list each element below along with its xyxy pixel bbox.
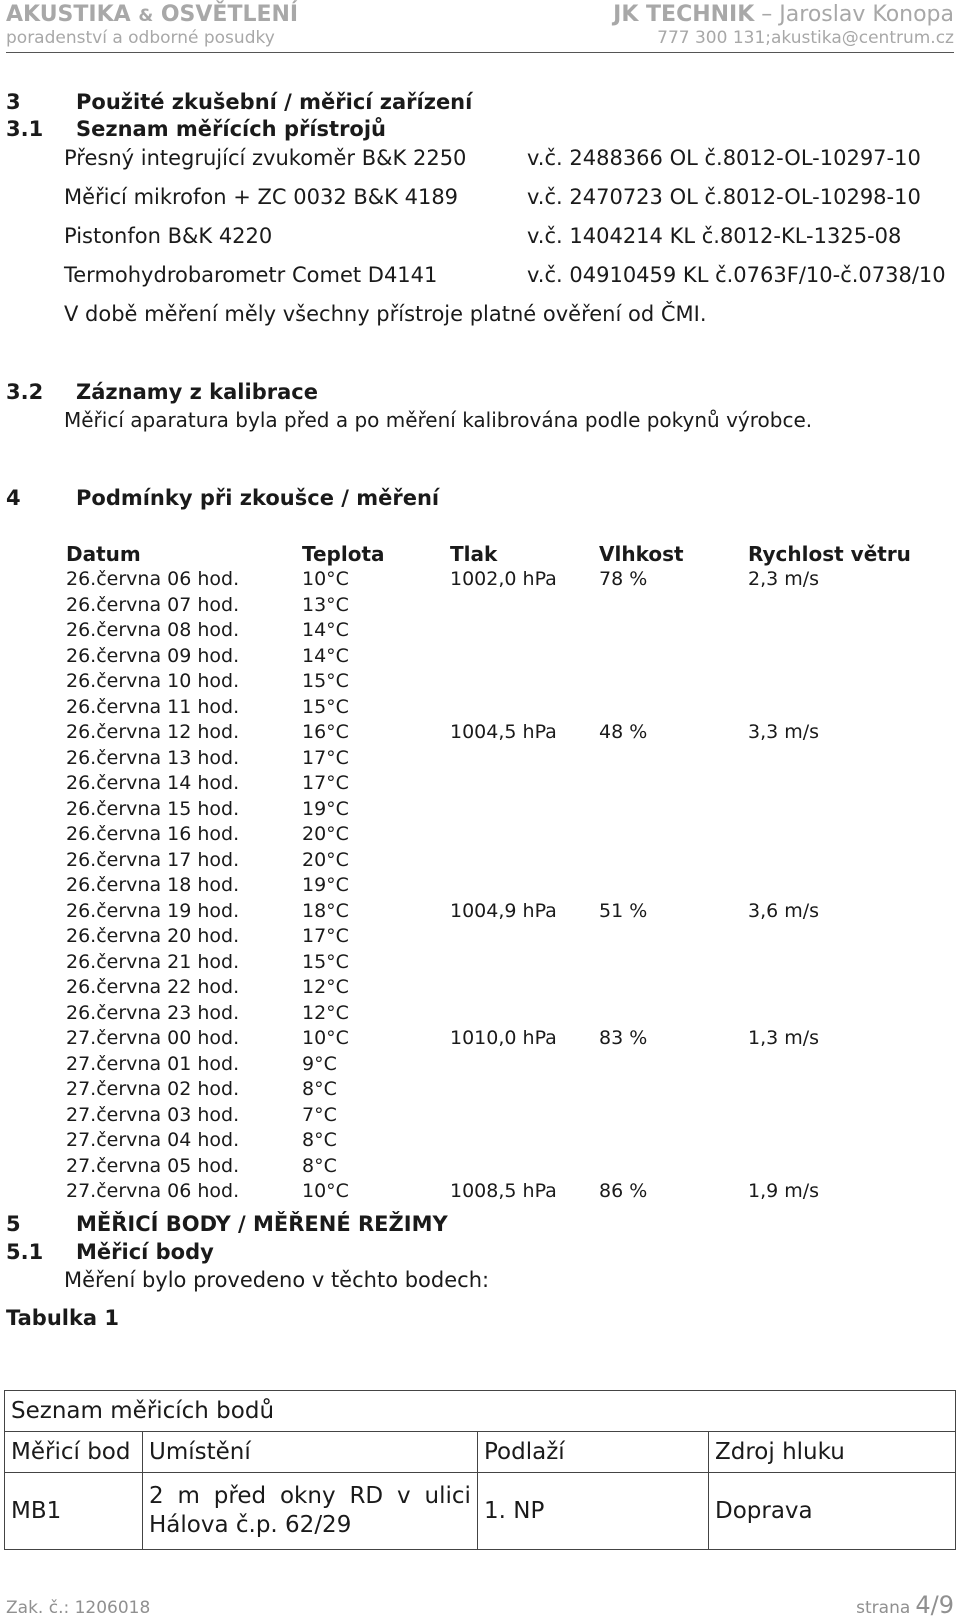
conditions-cell: 19°C: [302, 874, 349, 896]
column-header: Teplota: [302, 542, 385, 566]
location-word: před: [213, 1483, 267, 1509]
column-header: Zdroj hluku: [709, 1432, 956, 1473]
conditions-cell: 8°C: [302, 1078, 337, 1100]
location-word: v: [397, 1483, 411, 1509]
column-header: Měřicí bod: [5, 1432, 143, 1473]
instrument-name: Pistonfon B&K 4220: [64, 224, 273, 248]
conditions-cell: 1002,0 hPa: [450, 568, 557, 590]
location-word: RD: [349, 1483, 384, 1509]
conditions-cell: 27.června 04 hod.: [66, 1129, 240, 1151]
instrument-name: Přesný integrující zvukoměr B&K 2250: [64, 146, 467, 170]
section-5-1-number: 5.1: [6, 1240, 44, 1264]
instrument-serial: v.č. 04910459 KL č.0763F/10-č.0738/10: [527, 263, 946, 287]
instrument-serial: v.č. 1404214 KL č.8012-KL-1325-08: [527, 224, 902, 248]
conditions-cell: 10°C: [302, 1027, 349, 1049]
page-indicator: strana 4/9: [856, 1591, 954, 1619]
location-word: m: [177, 1483, 200, 1509]
conditions-cell: 27.června 00 hod.: [66, 1027, 240, 1049]
header-subtitle: poradenství a odborné posudky: [6, 28, 275, 48]
conditions-cell: 18°C: [302, 899, 349, 922]
conditions-cell: 26.června 08 hod.: [66, 619, 240, 641]
conditions-cell: 17°C: [302, 746, 349, 769]
header-title: AKUSTIKA & OSVĚTLENÍ: [6, 2, 299, 27]
conditions-cell: 20°C: [302, 848, 349, 871]
instrument-name: Měřicí mikrofon + ZC 0032 B&K 4189: [64, 185, 459, 209]
conditions-cell: 83 %: [599, 1027, 648, 1049]
conditions-cell: 3,6 m/s: [748, 899, 820, 922]
order-number: Zak. č.: 1206018: [6, 1598, 151, 1618]
conditions-cell: 13°C: [302, 593, 349, 616]
conditions-cell: 26.června 19 hod.: [66, 899, 240, 922]
column-header: Rychlost větru: [748, 542, 911, 566]
column-header: Vlhkost: [599, 542, 684, 566]
section-4-number: 4: [6, 486, 21, 510]
conditions-cell: 27.června 05 hod.: [66, 1154, 240, 1177]
cell-location: [143, 1473, 478, 1550]
conditions-cell: 26.června 09 hod.: [66, 644, 240, 667]
conditions-cell: 26.června 06 hod.: [66, 568, 240, 590]
conditions-cell: 19°C: [302, 797, 349, 820]
conditions-cell: 26.června 10 hod.: [66, 670, 240, 692]
section-5-1-title: Měřicí body: [76, 1240, 214, 1264]
conditions-cell: 26.června 22 hod.: [66, 976, 240, 998]
section-3-1-number: 3.1: [6, 117, 44, 141]
conditions-cell: 27.června 03 hod.: [66, 1103, 240, 1126]
conditions-cell: 10°C: [302, 1180, 349, 1202]
section-5-number: 5: [6, 1212, 21, 1236]
table-title: Seznam měřicích bodů: [5, 1391, 956, 1432]
section-3-1-title: Seznam měřících přístrojů: [76, 117, 386, 141]
conditions-cell: 27.června 01 hod.: [66, 1052, 240, 1075]
section-3-2-title: Záznamy z kalibrace: [76, 380, 318, 404]
conditions-cell: 26.června 16 hod.: [66, 823, 240, 845]
conditions-cell: 12°C: [302, 976, 349, 998]
conditions-cell: 26.června 23 hod.: [66, 1001, 240, 1024]
column-header: Datum: [66, 542, 141, 566]
conditions-cell: 7°C: [302, 1103, 337, 1126]
table-header-row: [5, 1432, 956, 1473]
conditions-cell: 17°C: [302, 925, 349, 947]
location-word: okny: [279, 1483, 336, 1509]
conditions-cell: 1,3 m/s: [748, 1027, 820, 1049]
conditions-cell: 1004,9 hPa: [450, 899, 557, 922]
conditions-cell: 26.června 13 hod.: [66, 746, 240, 769]
section-3-title: Použité zkušební / měřicí zařízení: [76, 90, 473, 114]
calibration-text: Měřicí aparatura byla před a po měření kalibrována podle pokynů výrobce.: [64, 408, 813, 432]
table-label: Tabulka 1: [6, 1306, 120, 1330]
conditions-cell: 26.června 11 hod.: [66, 695, 240, 718]
conditions-cell: 26.června 18 hod.: [66, 874, 240, 896]
location-word: 2: [149, 1483, 164, 1509]
verification-note: V době měření měly všechny přístroje platné ověření od ČMI.: [64, 302, 707, 326]
instrument-name: Termohydrobarometr Comet D4141: [64, 263, 438, 287]
conditions-cell: 48 %: [599, 721, 648, 743]
conditions-cell: 51 %: [599, 899, 648, 922]
table-row: [5, 1473, 956, 1550]
conditions-cell: 26.června 15 hod.: [66, 797, 240, 820]
location-word: ulici: [424, 1483, 471, 1509]
section-5-title: MĚŘICÍ BODY / MĚŘENÉ REŽIMY: [76, 1212, 448, 1236]
conditions-cell: 9°C: [302, 1052, 337, 1075]
header-contact: 777 300 131;akustika@centrum.cz: [657, 28, 954, 48]
conditions-cell: 1008,5 hPa: [450, 1180, 557, 1202]
conditions-cell: 15°C: [302, 670, 349, 692]
instrument-serial: v.č. 2470723 OL č.8012-OL-10298-10: [527, 185, 921, 209]
conditions-cell: 15°C: [302, 695, 349, 718]
conditions-cell: 1,9 m/s: [748, 1180, 820, 1202]
section-3-number: 3: [6, 90, 21, 114]
conditions-cell: 8°C: [302, 1129, 337, 1151]
header-company: JK TECHNIK – Jaroslav Konopa: [613, 2, 954, 27]
conditions-cell: 27.června 02 hod.: [66, 1078, 240, 1100]
conditions-cell: 26.června 21 hod.: [66, 950, 240, 973]
instrument-serial: v.č. 2488366 OL č.8012-OL-10297-10: [527, 146, 921, 170]
points-intro: Měření bylo provedeno v těchto bodech:: [64, 1268, 490, 1292]
column-header: Podlaží: [478, 1432, 709, 1473]
cell-source: Doprava: [709, 1473, 956, 1550]
conditions-cell: 26.června 17 hod.: [66, 848, 240, 871]
conditions-cell: 26.června 07 hod.: [66, 593, 240, 616]
measurement-points-table: [4, 1390, 956, 1550]
conditions-cell: 78 %: [599, 568, 648, 590]
conditions-cell: 27.června 06 hod.: [66, 1180, 240, 1202]
conditions-cell: 8°C: [302, 1154, 337, 1177]
conditions-cell: 15°C: [302, 950, 349, 973]
conditions-cell: 2,3 m/s: [748, 568, 820, 590]
conditions-cell: 1004,5 hPa: [450, 721, 557, 743]
conditions-cell: 17°C: [302, 772, 349, 794]
conditions-cell: 16°C: [302, 721, 349, 743]
section-4-title: Podmínky při zkoušce / měření: [76, 486, 440, 510]
cell-point: MB1: [5, 1473, 143, 1550]
conditions-cell: 26.června 14 hod.: [66, 772, 240, 794]
conditions-cell: 10°C: [302, 568, 349, 590]
conditions-cell: 3,3 m/s: [748, 721, 820, 743]
conditions-cell: 26.června 12 hod.: [66, 721, 240, 743]
column-header: Tlak: [450, 542, 498, 566]
table-title-row: [5, 1391, 956, 1432]
conditions-cell: 12°C: [302, 1001, 349, 1024]
section-3-2-number: 3.2: [6, 380, 44, 404]
conditions-cell: 14°C: [302, 619, 349, 641]
conditions-cell: 14°C: [302, 644, 349, 667]
conditions-cell: 86 %: [599, 1180, 648, 1202]
location-line-1: [149, 1482, 471, 1511]
location-line-2: Hálova č.p. 62/29: [149, 1512, 352, 1538]
column-header: Umístění: [143, 1432, 478, 1473]
conditions-cell: 26.června 20 hod.: [66, 925, 240, 947]
cell-floor: 1. NP: [478, 1473, 709, 1550]
conditions-cell: 1010,0 hPa: [450, 1027, 557, 1049]
page-header: [6, 0, 954, 53]
conditions-cell: 20°C: [302, 823, 349, 845]
